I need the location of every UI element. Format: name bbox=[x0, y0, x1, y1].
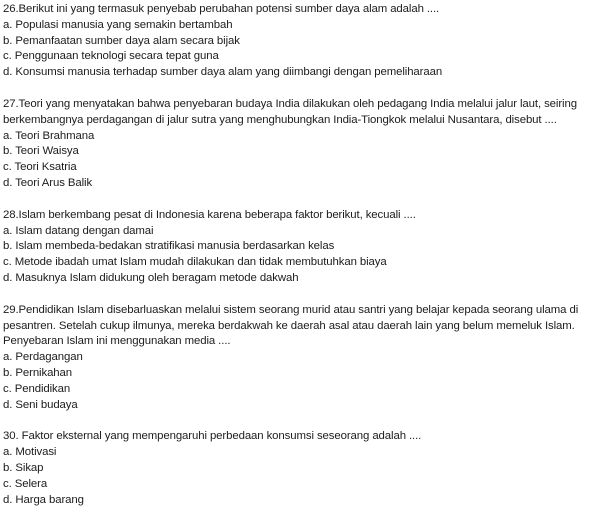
option-text: Sikap bbox=[15, 461, 44, 474]
option-letter: d . bbox=[3, 177, 15, 189]
answer-options bbox=[3, 18, 603, 81]
option-letter: d . bbox=[3, 272, 15, 284]
option-text: Perdagangan bbox=[15, 351, 83, 364]
question-stem bbox=[3, 2, 603, 18]
option-letter: b . bbox=[3, 240, 15, 252]
option-letter: a . bbox=[3, 351, 15, 363]
answer-option-d[interactable] bbox=[3, 271, 603, 287]
option-text: Islam datang dengan damai bbox=[15, 224, 154, 237]
question-number: 26. bbox=[3, 3, 19, 15]
option-letter: b . bbox=[3, 367, 15, 379]
option-letter: c . bbox=[3, 383, 15, 395]
option-letter: b . bbox=[3, 145, 15, 157]
answer-option-a[interactable] bbox=[3, 129, 603, 145]
answer-option-d[interactable] bbox=[3, 493, 603, 509]
option-letter: a . bbox=[3, 225, 15, 237]
answer-option-b[interactable] bbox=[3, 239, 603, 255]
question-stem bbox=[3, 97, 603, 129]
answer-option-c[interactable] bbox=[3, 255, 603, 271]
option-text: Konsumsi manusia terhadap sumber daya alam yang diimbangi dengan pemeliharaan bbox=[15, 66, 443, 79]
option-text: Pernikahan bbox=[15, 366, 73, 379]
answer-option-b[interactable] bbox=[3, 366, 603, 382]
option-letter: c . bbox=[3, 161, 15, 173]
question-26 bbox=[3, 2, 603, 81]
option-text: Selera bbox=[14, 477, 48, 490]
question-number: 29. bbox=[3, 303, 19, 316]
question-text: Faktor eksternal yang mempengaruhi perbedaan konsumsi seseorang adalah .... bbox=[21, 430, 422, 443]
option-text: Populasi manusia yang semakin bertambah bbox=[15, 18, 233, 31]
option-letter: d . bbox=[3, 399, 15, 411]
answer-option-b[interactable] bbox=[3, 34, 603, 50]
answer-option-c[interactable] bbox=[3, 477, 603, 493]
option-text: Metode ibadah umat Islam mudah dilakukan dan tidak membutuhkan biaya bbox=[14, 256, 387, 269]
question-number: 30. bbox=[3, 430, 22, 443]
answer-option-c[interactable] bbox=[3, 382, 603, 398]
option-text: Teori Ksatria bbox=[14, 161, 77, 174]
option-letter: d . bbox=[3, 494, 15, 506]
option-letter: a . bbox=[3, 446, 15, 458]
question-text: Pendidikan Islam disebarluaskan melalui sistem seorang murid atau santri yang belajar kepada seorang ulama di pesantren. Setelah cukup ilmunya, mereka berdakwah ke daerah asal atau daerah lain yang belum memeluk Islam. Penyebaran Islam ini menggunakan media .... bbox=[3, 303, 579, 348]
answer-option-c[interactable] bbox=[3, 49, 603, 65]
question-27 bbox=[3, 97, 603, 192]
option-text: Seni budaya bbox=[15, 398, 78, 411]
answer-options bbox=[3, 224, 603, 287]
answer-option-d[interactable] bbox=[3, 398, 603, 414]
question-text: Teori yang menyatakan bahwa penyebaran budaya India dilakukan oleh pedagang India melalui jalur laut, seiring berkembangnya perdagangan di jalur sutra yang menghubungkan India-Tiongkok melalui Nusantara, disebut .... bbox=[3, 97, 577, 126]
option-letter: c . bbox=[3, 478, 15, 490]
option-text: Harga barang bbox=[15, 493, 84, 506]
answer-option-a[interactable] bbox=[3, 350, 603, 366]
question-number: 27. bbox=[3, 97, 19, 110]
answer-option-d[interactable] bbox=[3, 176, 603, 192]
question-30 bbox=[3, 429, 603, 508]
question-text: Islam berkembang pesat di Indonesia karena beberapa faktor berikut, kecuali .... bbox=[18, 208, 416, 221]
question-number: 28. bbox=[3, 208, 19, 221]
option-letter: c . bbox=[3, 50, 15, 62]
question-29 bbox=[3, 303, 603, 414]
option-text: Pendidikan bbox=[14, 382, 71, 395]
answer-option-a[interactable] bbox=[3, 445, 603, 461]
option-letter: c . bbox=[3, 256, 15, 268]
answer-options bbox=[3, 350, 603, 413]
option-letter: d . bbox=[3, 66, 15, 78]
option-text: Teori Arus Balik bbox=[15, 176, 93, 189]
answer-option-c[interactable] bbox=[3, 160, 603, 176]
option-text: Motivasi bbox=[15, 446, 57, 459]
answer-option-a[interactable] bbox=[3, 18, 603, 34]
answer-option-d[interactable] bbox=[3, 65, 603, 81]
option-text: Teori Brahmana bbox=[15, 129, 95, 142]
question-stem bbox=[3, 429, 603, 445]
answer-options bbox=[3, 445, 603, 508]
question-28 bbox=[3, 208, 603, 287]
answer-option-b[interactable] bbox=[3, 461, 603, 477]
answer-option-b[interactable] bbox=[3, 144, 603, 160]
option-text: Masuknya Islam didukung oleh beragam metode dakwah bbox=[15, 271, 299, 284]
answer-option-a[interactable] bbox=[3, 224, 603, 240]
question-stem bbox=[3, 303, 603, 350]
answer-options bbox=[3, 129, 603, 192]
option-letter: b . bbox=[3, 462, 15, 474]
option-letter: a . bbox=[3, 19, 15, 31]
option-text: Islam membeda-bedakan stratifikasi manusia berdasarkan kelas bbox=[15, 240, 335, 253]
question-text: Berikut ini yang termasuk penyebab perubahan potensi sumber daya alam adalah .... bbox=[18, 3, 440, 15]
option-letter: b . bbox=[3, 35, 15, 47]
option-text: Penggunaan teknologi secara tepat guna bbox=[14, 50, 219, 63]
quiz-document bbox=[3, 2, 603, 524]
option-text: Pemanfaatan sumber daya alam secara bijak bbox=[15, 34, 240, 47]
option-text: Teori Waisya bbox=[15, 145, 79, 158]
question-stem bbox=[3, 208, 603, 224]
option-letter: a . bbox=[3, 130, 15, 142]
